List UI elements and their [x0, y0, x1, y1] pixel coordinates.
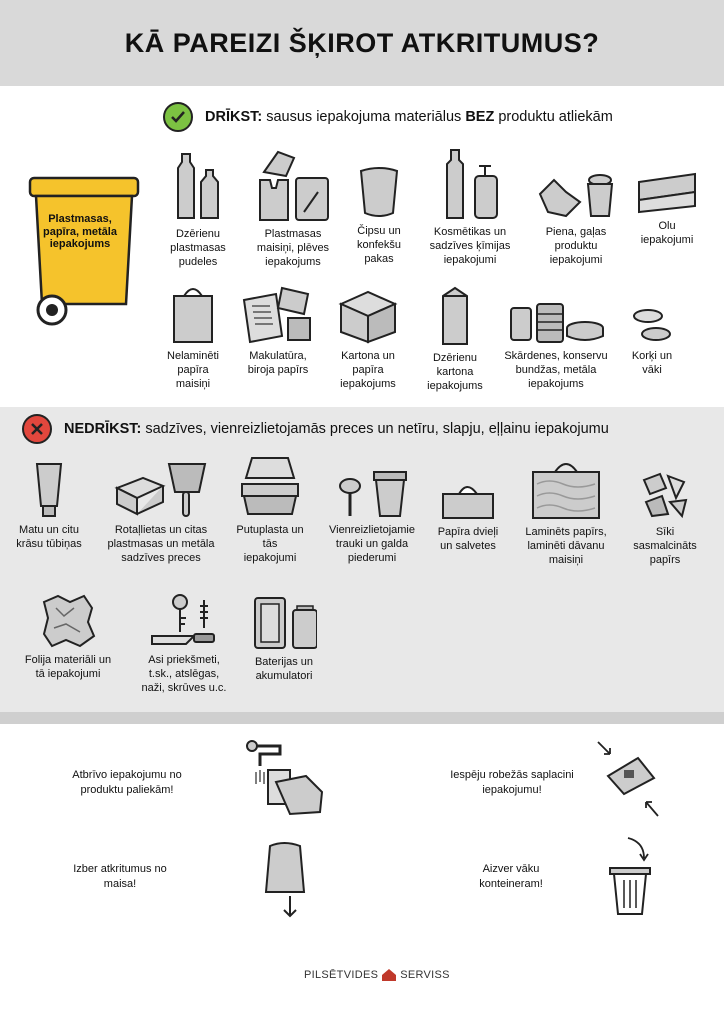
forbidden-item: Sīki sasmalcināts papīrs [626, 470, 704, 567]
forbidden-item: Vienreizlietojamie trauki un galda piederumi [320, 470, 424, 565]
yellow-bin-icon [24, 172, 144, 332]
forbidden-item: Papīra dvieļi un salvetes [436, 476, 500, 554]
close-lid-icon [604, 836, 660, 918]
plastic-bottles-icon [168, 152, 228, 222]
check-icon [163, 102, 193, 132]
tip-text: Iespēju robežās saplacini iepakojumu! [450, 769, 574, 797]
tip-text: Atbrīvo iepakojumu no produktu paliekām! [72, 769, 182, 797]
allowed-item: Korķi un vāki [624, 304, 680, 378]
food-containers-icon [536, 172, 616, 220]
title-bar [0, 0, 724, 86]
allowed-item: Čipsu un konfekšu pakas [346, 163, 412, 266]
cosmetics-bottles-icon [437, 148, 503, 220]
allowed-header [163, 102, 613, 132]
egg-carton-icon [637, 172, 697, 214]
allowed-label: DRĪKST: sausus iepakojuma materiālus BEZ produktu atliekām [205, 109, 613, 125]
shredded-paper-icon [640, 470, 690, 520]
forbidden-item: Baterijas un akumulatori [244, 596, 324, 684]
allowed-item: Olu iepakojumi [634, 172, 700, 248]
sharp-objects-icon [146, 592, 222, 648]
cardboard-box-icon [337, 288, 399, 344]
allowed-item: Skārdenes, konservu bundžas, metāla iepakojums [502, 300, 610, 391]
house-icon [381, 968, 397, 982]
crush-icon [594, 740, 664, 820]
allowed-item: Dzērienu plastmasas pudeles [158, 152, 238, 269]
allowed-item: Piena, gaļas produktu iepakojumi [536, 172, 616, 267]
rinse-icon [246, 738, 326, 818]
empty-bag-icon [260, 840, 310, 920]
newspapers-icon [242, 284, 314, 344]
cross-icon [22, 414, 52, 444]
allowed-item: Makulatūra, biroja papīrs [240, 284, 316, 378]
forbidden-label: NEDRĪKST: sadzīves, vienreizlietojamās preces un netīru, slapju, eļļainu iepakojumu [64, 421, 609, 437]
forbidden-item: Matu un citu krāsu tūbiņas [16, 462, 82, 552]
section-divider [0, 712, 724, 724]
forbidden-item: Laminēts papīrs, laminēti dāvanu maisiņi [512, 458, 620, 567]
foil-icon [40, 594, 96, 648]
forbidden-item: Putuplasta un tās iepakojumi [236, 456, 304, 565]
tip-text: Izber atkritumus no maisa! [73, 863, 167, 891]
laminated-bag-icon [529, 458, 603, 520]
toys-dustpan-icon [113, 458, 209, 518]
drink-carton-icon [437, 286, 473, 346]
forbidden-item: Folija materiāli un tā iepakojumi [20, 594, 116, 682]
bin-label: Plastmasas, papīra, metāla iepakojums [43, 213, 117, 251]
forbidden-header [22, 414, 609, 444]
page-title: KĀ PAREIZI ŠĶIROT ATKRITUMUS? [124, 27, 600, 58]
paper-bag-icon [170, 282, 216, 344]
lids-icon [628, 304, 676, 344]
disposable-cup-icon [334, 470, 410, 518]
forbidden-item: Rotaļlietas un citas plastmasas un metāla sadzīves preces [96, 458, 226, 565]
chips-bag-icon [357, 163, 401, 219]
company-logo: PILSĒTVIDES SERVISS [304, 969, 450, 981]
paint-tube-icon [35, 462, 63, 518]
allowed-item: Plastmasas maisiņi, plēves iepakojums [248, 150, 338, 269]
allowed-item: Nelaminēti papīra maisiņi [162, 282, 224, 391]
batteries-icon [251, 596, 317, 650]
allowed-item: Dzērienu kartona iepakojums [420, 286, 490, 393]
allowed-item: Kosmētikas un sadzīves ķīmijas iepakojumi [424, 148, 516, 267]
tip-text: Aizver vāku konteineram! [479, 863, 543, 891]
allowed-item: Kartona un papīra iepakojums [332, 288, 404, 391]
tin-cans-icon [507, 300, 605, 344]
plastic-bags-icon [256, 150, 330, 222]
styrofoam-icon [238, 456, 302, 518]
forbidden-item: Asi priekšmeti, t.sk., atslēgas, naži, skrūves u.c. [136, 592, 232, 695]
tissue-box-icon [439, 476, 497, 520]
